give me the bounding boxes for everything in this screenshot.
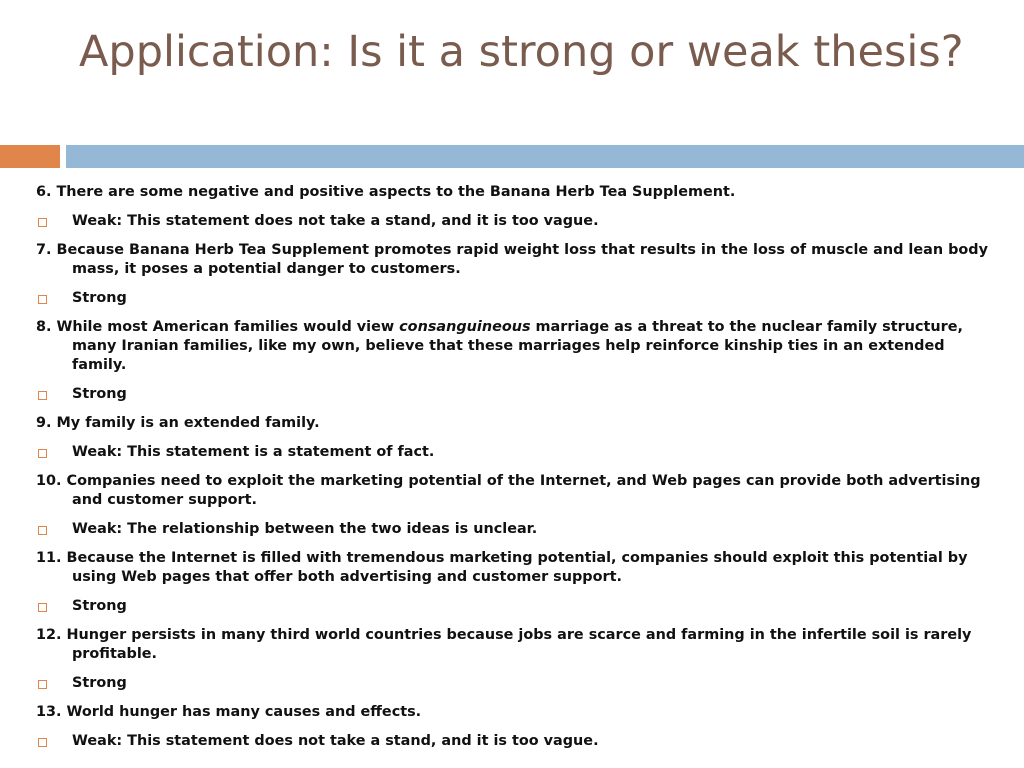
answer-6 <box>36 212 1001 231</box>
answer-text: Strong <box>72 675 127 691</box>
thesis-statement-10: 10. Companies need to exploit the marketing potential of the Internet, and Web pages can provide both advertising and customer support. <box>36 473 981 508</box>
answer-text: Weak: This statement is a statement of fact. <box>72 444 435 460</box>
answer-12 <box>36 674 1001 693</box>
square-bullet-icon <box>38 449 47 458</box>
italic-term: consanguineous <box>399 319 531 335</box>
thesis-statement-12: 12. Hunger persists in many third world countries because jobs are scarce and farming in the infertile soil is rarely profitable. <box>36 627 972 662</box>
accent-bar-blue <box>66 145 1024 168</box>
thesis-statement-11: 11. Because the Internet is filled with tremendous marketing potential, companies should exploit this potential by using Web pages that offer both advertising and customer support. <box>36 550 968 585</box>
answer-text: Strong <box>72 386 127 402</box>
square-bullet-icon <box>38 680 47 689</box>
answer-7 <box>36 289 1001 308</box>
thesis-statement-13: 13. World hunger has many causes and effects. <box>36 704 422 720</box>
statement-text: marriage as a threat to the nuclear family structure, many Iranian families, like my own, believe that these marriages help reinforce kinship ties in an extended family. <box>72 319 963 373</box>
answer-text: Weak: The relationship between the two ideas is unclear. <box>72 521 538 537</box>
square-bullet-icon <box>38 295 47 304</box>
statement-text: 8. While most American families would view <box>36 319 400 335</box>
answer-text: Strong <box>72 598 127 614</box>
answer-text: Weak: This statement does not take a stand, and it is too vague. <box>72 733 599 749</box>
thesis-statement-6: 6. There are some negative and positive aspects to the Banana Herb Tea Supplement. <box>36 184 736 200</box>
slide-title: Application: Is it a strong or weak thesis? <box>79 27 964 77</box>
answer-text: Strong <box>72 290 127 306</box>
square-bullet-icon <box>38 391 47 400</box>
slide-body <box>36 183 1001 761</box>
answer-11 <box>36 597 1001 616</box>
thesis-statement-9: 9. My family is an extended family. <box>36 415 320 431</box>
answer-9 <box>36 443 1001 462</box>
square-bullet-icon <box>38 218 47 227</box>
answer-8 <box>36 385 1001 404</box>
answer-13 <box>36 732 1001 751</box>
thesis-statement-8 <box>36 318 1001 375</box>
square-bullet-icon <box>38 526 47 535</box>
answer-10 <box>36 520 1001 539</box>
square-bullet-icon <box>38 603 47 612</box>
thesis-statement-7: 7. Because Banana Herb Tea Supplement promotes rapid weight loss that results in the loss of muscle and lean body mass, it poses a potential danger to customers. <box>36 242 988 277</box>
square-bullet-icon <box>38 738 47 747</box>
answer-text: Weak: This statement does not take a stand, and it is too vague. <box>72 213 599 229</box>
accent-bar-orange <box>0 145 60 168</box>
